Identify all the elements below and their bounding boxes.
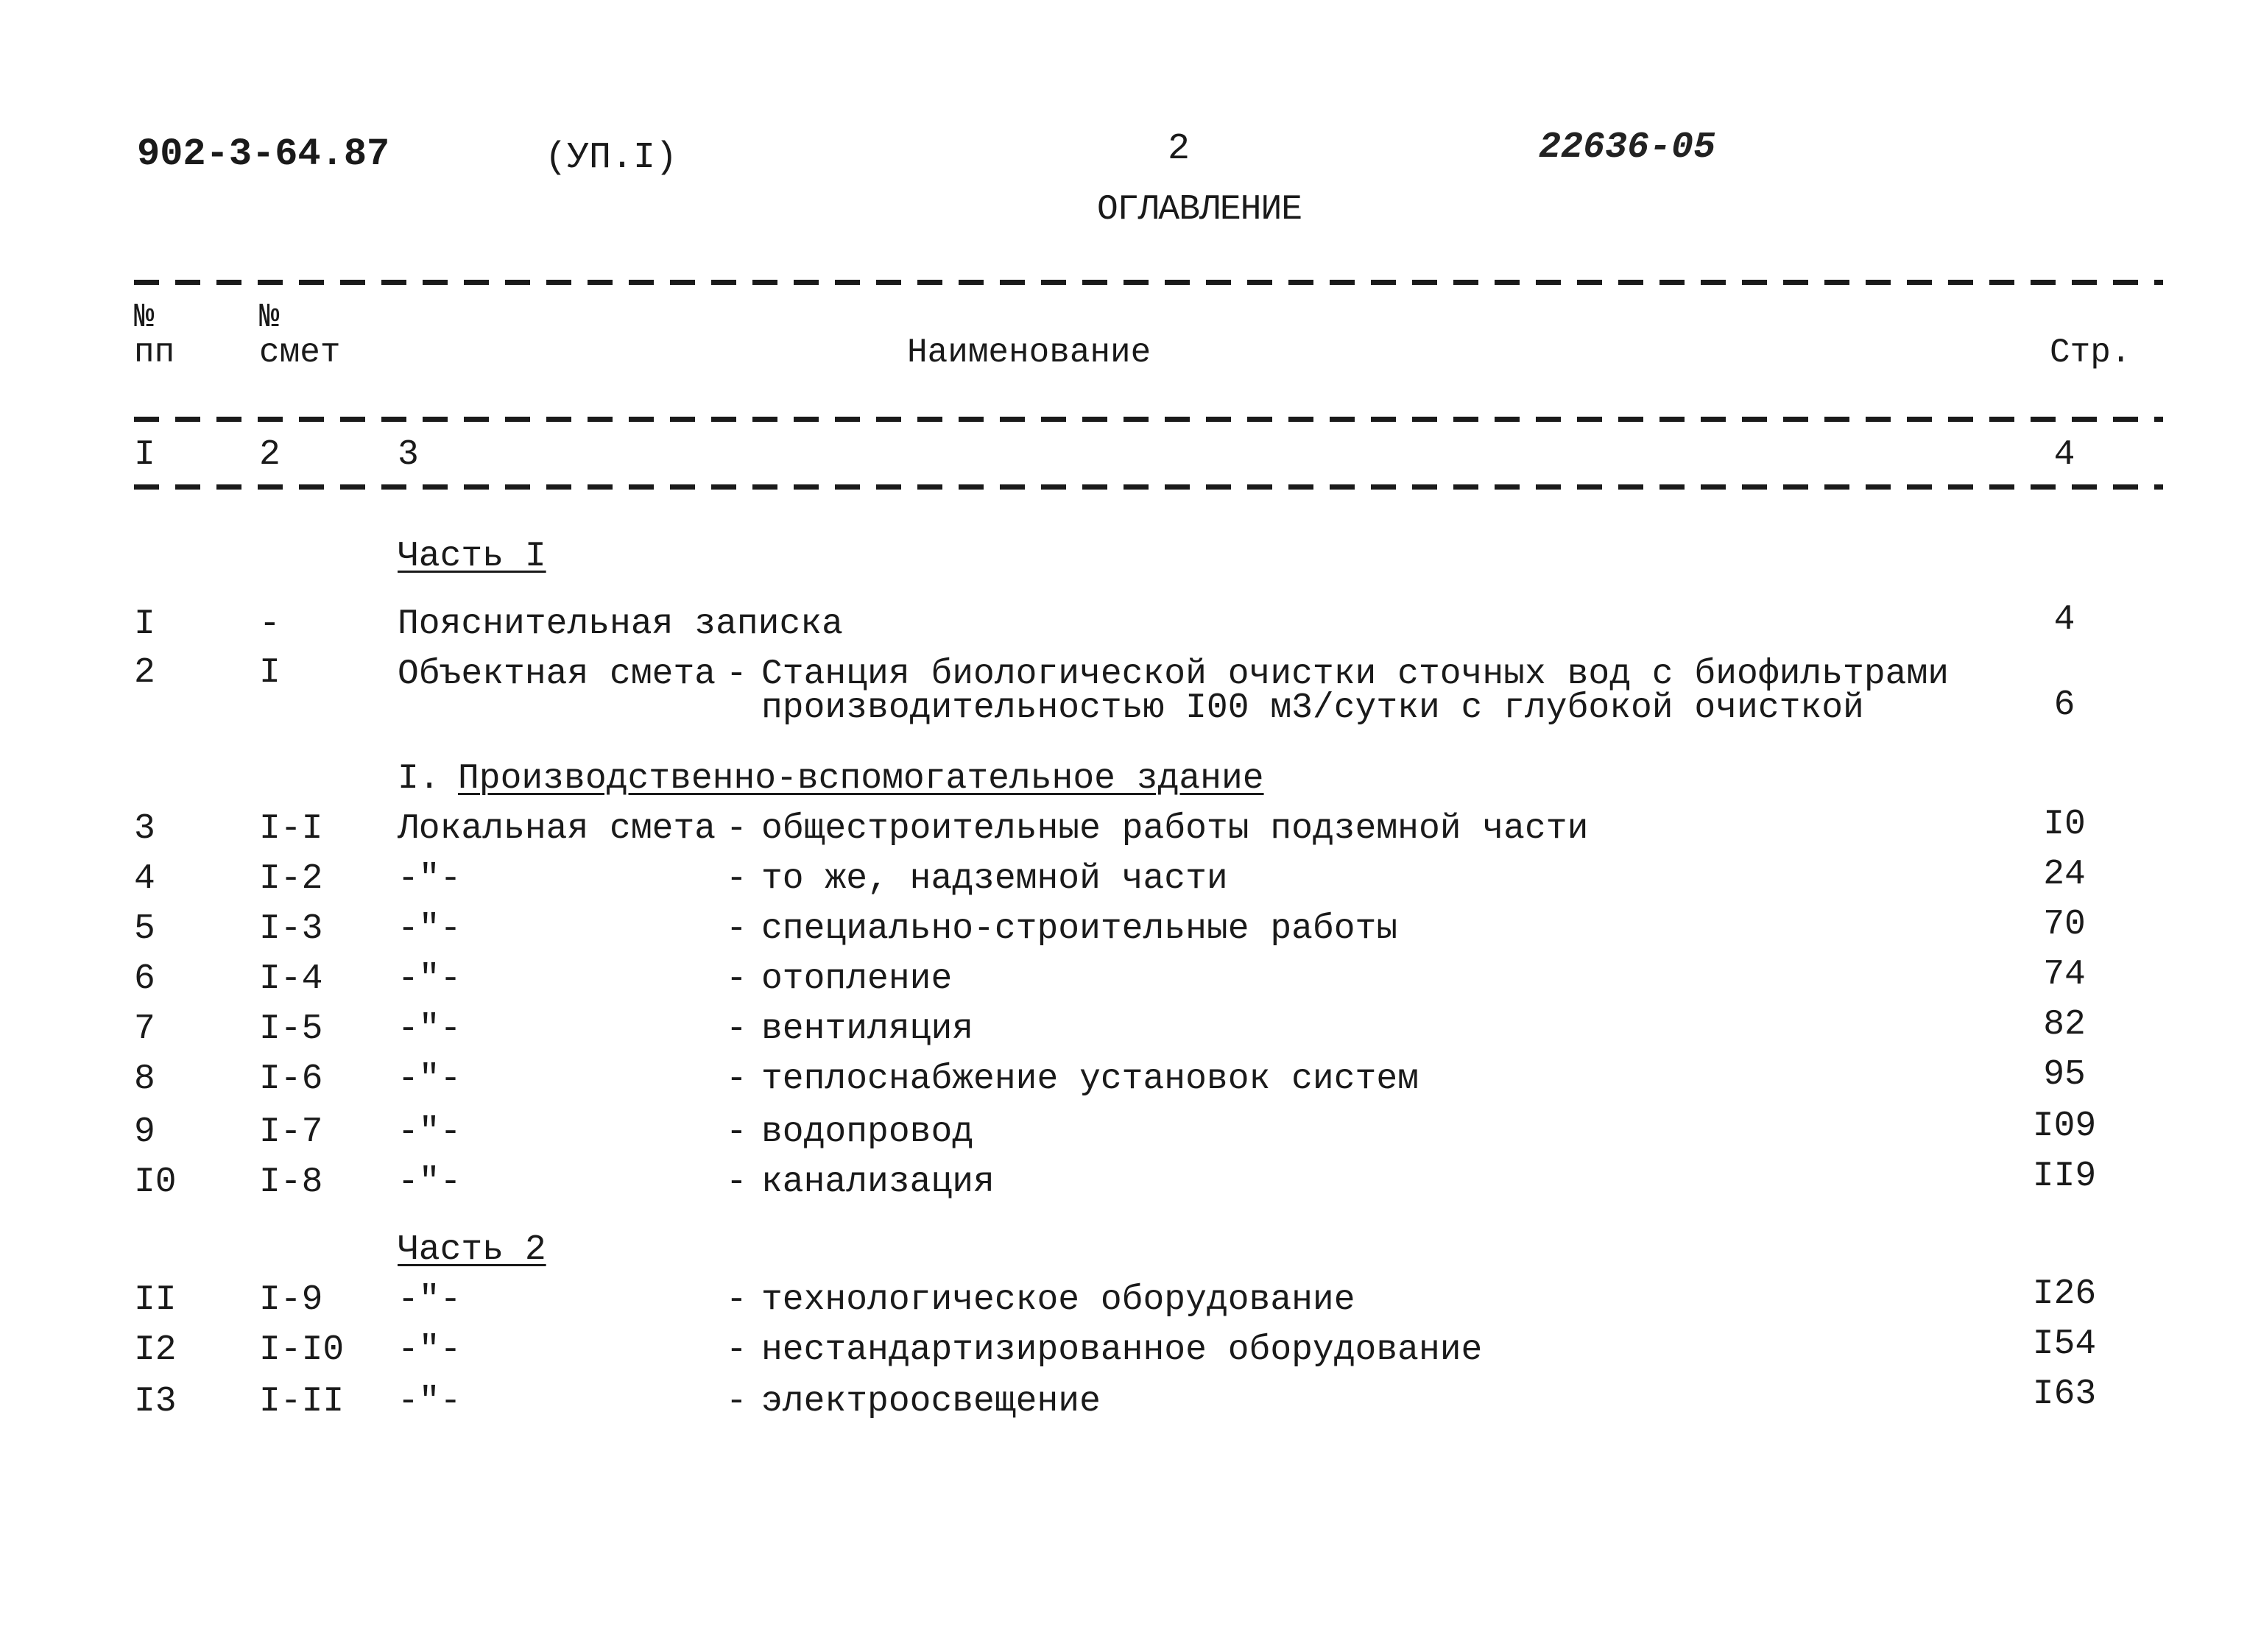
row-11-dash: - — [726, 1280, 747, 1320]
row-2-line-1: Станция биологической очистки сточных вод с биофильтрами — [761, 654, 1950, 694]
col-est-symbol: № — [259, 298, 280, 336]
row-11-est: I-9 — [259, 1280, 323, 1320]
row-1-est: - — [259, 604, 281, 644]
row-12-desc: нестандартизированное оборудование — [761, 1330, 1483, 1370]
handwritten-stamp: 22636-05 — [1539, 127, 1716, 169]
row-9-dash: - — [726, 1112, 747, 1152]
row-11-page: I26 — [2032, 1274, 2097, 1314]
col-page-label: Стр. — [2050, 333, 2131, 372]
row-2-page: 6 — [2053, 685, 2075, 725]
row-2-line-2: производительностью I00 м3/сутки с глубокой очисткой — [761, 688, 1864, 728]
row-7-ditto: -"- — [398, 1009, 462, 1049]
row-3-no: 3 — [134, 809, 155, 849]
row-10-dash: - — [726, 1162, 747, 1202]
row-2-no: 2 — [134, 653, 155, 693]
col-number-1: I — [134, 435, 155, 475]
col-number-3: 3 — [398, 435, 419, 475]
row-2-dash: - — [726, 654, 747, 694]
row-9-ditto: -"- — [398, 1112, 462, 1152]
row-3-desc: общестроительные работы подземной части — [761, 809, 1589, 849]
row-6-ditto: -"- — [398, 959, 462, 999]
row-8-desc: теплоснабжение установок систем — [761, 1059, 1419, 1099]
row-8-est: I-6 — [259, 1059, 323, 1099]
row-2-est: I — [259, 653, 281, 693]
row-10-page: II9 — [2032, 1157, 2097, 1196]
row-6-desc: отопление — [761, 959, 953, 999]
row-3-page: I0 — [2043, 805, 2086, 844]
local-estimate-label: Локальная смета — [398, 809, 716, 849]
numbers-rule — [134, 484, 2163, 490]
row-7-dash: - — [726, 1009, 747, 1049]
row-8-ditto: -"- — [398, 1059, 462, 1099]
row-13-desc: электроосвещение — [761, 1382, 1101, 1422]
row-12-dash: - — [726, 1330, 747, 1370]
row-13-dash: - — [726, 1382, 747, 1422]
row-1-no: I — [134, 604, 155, 644]
row-9-est: I-7 — [259, 1112, 323, 1152]
row-1-page: 4 — [2053, 600, 2075, 640]
row-3-est: I-I — [259, 809, 323, 849]
row-9-desc: водопровод — [761, 1112, 974, 1152]
row-4-ditto: -"- — [398, 859, 462, 899]
col-est-label: смет — [259, 333, 341, 372]
row-13-ditto: -"- — [398, 1382, 462, 1422]
row-11-ditto: -"- — [398, 1280, 462, 1320]
row-10-desc: канализация — [761, 1162, 995, 1202]
row-13-no: I3 — [134, 1382, 177, 1422]
document-code: 902-3-64.87 — [137, 133, 390, 176]
row-8-no: 8 — [134, 1059, 155, 1099]
table-top-rule — [134, 280, 2163, 285]
row-3-dash: - — [726, 809, 747, 849]
sheet-label: (УП.I) — [545, 137, 678, 179]
row-9-no: 9 — [134, 1112, 155, 1152]
part-2-title: Часть 2 — [398, 1230, 546, 1270]
row-10-ditto: -"- — [398, 1162, 462, 1202]
row-10-est: I-8 — [259, 1162, 323, 1202]
page-number: 2 — [1168, 128, 1191, 170]
row-4-desc: то же, надземной части — [761, 859, 1228, 899]
section-number: I. — [398, 759, 440, 799]
row-12-est: I-I0 — [259, 1330, 345, 1370]
row-9-page: I09 — [2032, 1106, 2097, 1146]
row-2-label: Объектная смета — [398, 654, 716, 694]
row-6-no: 6 — [134, 959, 155, 999]
row-10-no: I0 — [134, 1162, 177, 1202]
row-5-est: I-3 — [259, 909, 323, 949]
row-5-no: 5 — [134, 909, 155, 949]
row-6-page: 74 — [2043, 955, 2086, 995]
row-11-desc: технологическое оборудование — [761, 1280, 1355, 1320]
row-6-est: I-4 — [259, 959, 323, 999]
row-7-est: I-5 — [259, 1009, 323, 1049]
row-13-est: I-II — [259, 1382, 345, 1422]
row-4-page: 24 — [2043, 855, 2086, 894]
row-4-est: I-2 — [259, 859, 323, 899]
row-5-ditto: -"- — [398, 909, 462, 949]
document-title: ОГЛАВЛЕНИЕ — [1097, 190, 1302, 230]
row-7-desc: вентиляция — [761, 1009, 974, 1049]
row-7-no: 7 — [134, 1009, 155, 1049]
row-12-no: I2 — [134, 1330, 177, 1370]
row-1-name: Пояснительная записка — [398, 604, 843, 644]
col-number-4: 4 — [2053, 435, 2075, 475]
row-12-page: I54 — [2032, 1324, 2097, 1364]
row-5-dash: - — [726, 909, 747, 949]
row-13-page: I63 — [2032, 1374, 2097, 1414]
row-7-page: 82 — [2043, 1005, 2086, 1045]
header-rule — [134, 417, 2163, 422]
row-5-page: 70 — [2043, 905, 2086, 945]
row-8-dash: - — [726, 1059, 747, 1099]
row-6-dash: - — [726, 959, 747, 999]
row-12-ditto: -"- — [398, 1330, 462, 1370]
col-number-2: 2 — [259, 435, 281, 475]
col-name-label: Наименование — [907, 333, 1151, 372]
col-no-label: пп — [134, 333, 175, 372]
section-title: Производственно-вспомогательное здание — [458, 759, 1264, 799]
row-5-desc: специально-строительные работы — [761, 909, 1398, 949]
row-4-no: 4 — [134, 859, 155, 899]
part-1-title: Часть I — [398, 537, 546, 576]
row-11-no: II — [134, 1280, 177, 1320]
col-no-symbol: № — [134, 298, 155, 336]
row-4-dash: - — [726, 859, 747, 899]
row-8-page: 95 — [2043, 1055, 2086, 1095]
